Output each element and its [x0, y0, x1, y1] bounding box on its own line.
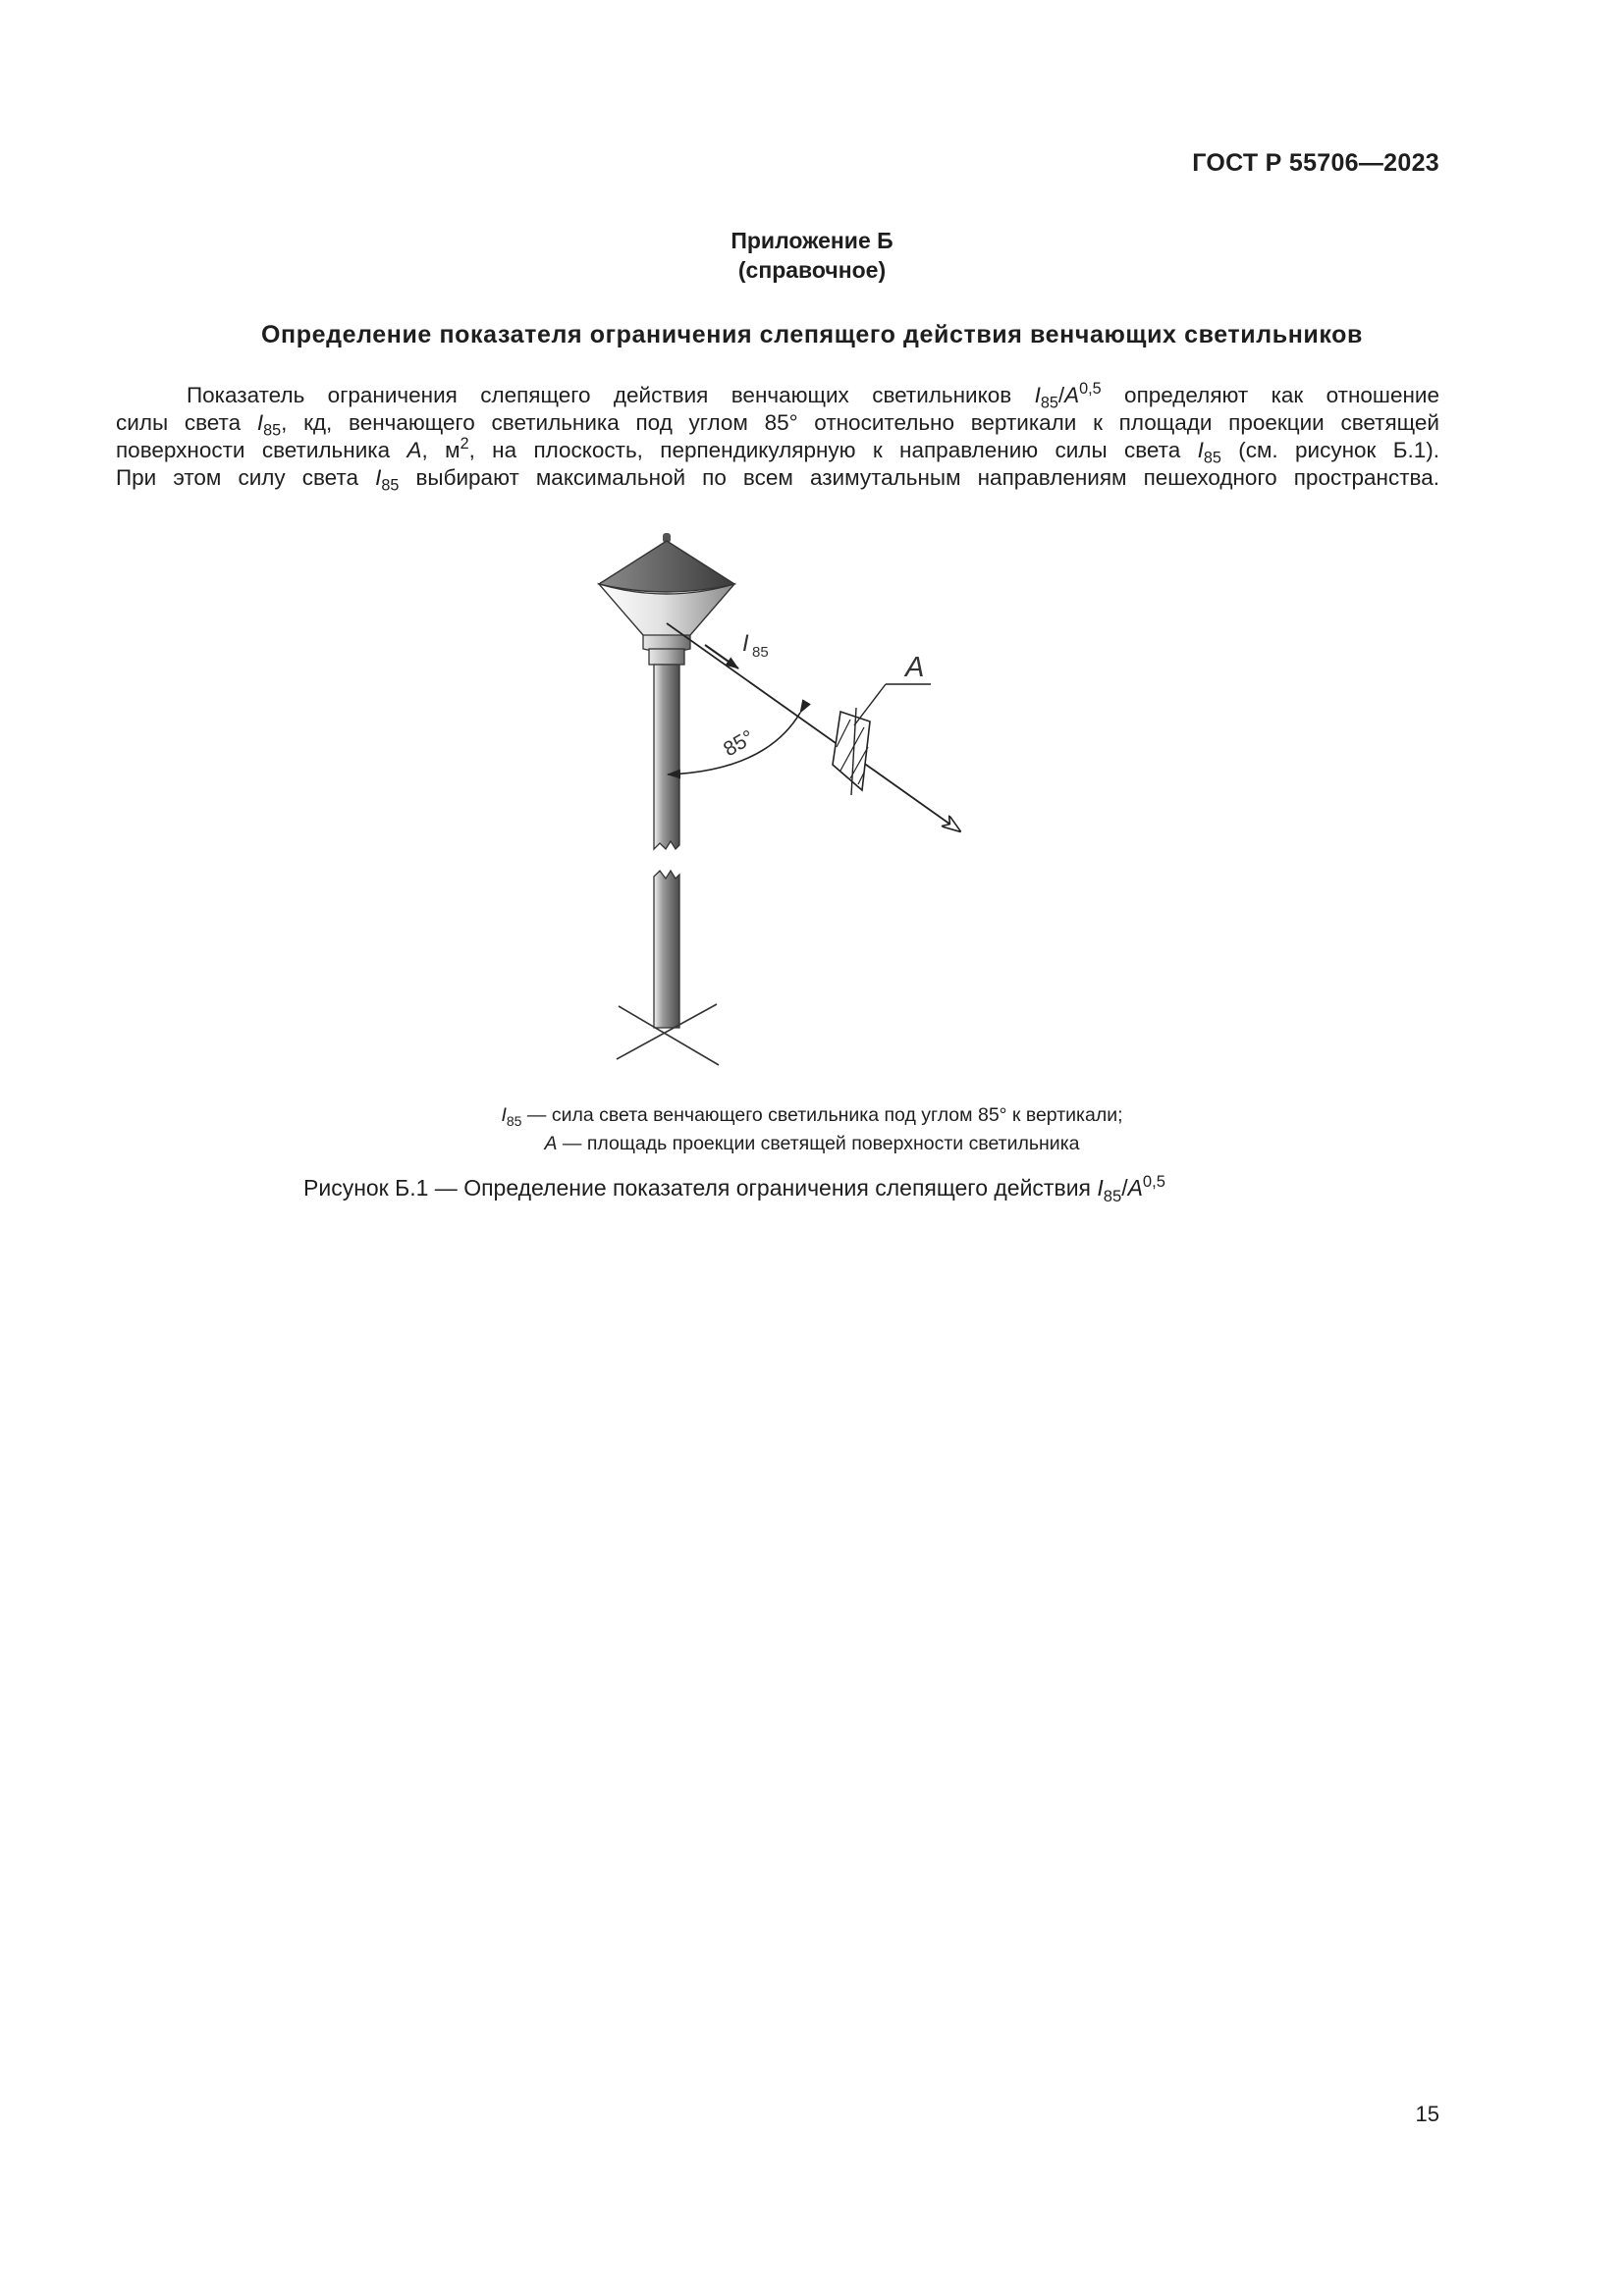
- appendix-title: Приложение Б: [731, 228, 893, 253]
- subscript-85: 85: [381, 476, 400, 495]
- text-run: — сила света венчающего светильника под углом 85° к вертикали;: [521, 1104, 1123, 1126]
- subscript-85: 85: [1040, 394, 1058, 412]
- label-i-subscript: 85: [752, 644, 769, 661]
- luminaire-head: [599, 533, 734, 652]
- text-run: — площадь проекции светящей поверхности светильника: [557, 1133, 1080, 1154]
- lamp-pole: [617, 649, 719, 1065]
- text-run: силы света: [116, 410, 257, 435]
- symbol-a: A: [1064, 383, 1080, 407]
- slash: /: [1121, 1175, 1128, 1201]
- pole-sleeve: [649, 649, 684, 665]
- superscript-2: 2: [460, 435, 469, 454]
- paragraph-line-4: [116, 464, 1439, 495]
- text-run: При этом силу света: [116, 465, 376, 490]
- superscript-0-5: 0,5: [1079, 380, 1102, 399]
- paragraph-line-3: [116, 435, 1440, 467]
- text-run: , кд, венчающего светильника под углом 85° относительно вертикали к площади проекции светящей: [281, 410, 1440, 435]
- vector-direction-marker: [705, 645, 738, 668]
- page-number: 15: [1415, 2102, 1439, 2126]
- text-run: , на плоскость, перпендикулярную к направлению силы света: [468, 438, 1198, 462]
- text-run: поверхности светильника: [116, 438, 407, 462]
- section-heading: Определение показателя ограничения слепящего действия венчающих светильников: [261, 321, 1363, 348]
- label-i: I: [742, 630, 749, 657]
- legend-line-2: [0, 1133, 1624, 1155]
- paragraph-line-1: [116, 380, 1439, 412]
- text-run: Показатель ограничения слепящего действия венчающих светильников: [187, 383, 1035, 407]
- luminaire-cap: [599, 541, 734, 592]
- legend-line-1: [0, 1104, 1624, 1127]
- text-run: выбирают максимальной по всем азимутальным направлениям пешеходного пространства.: [399, 465, 1439, 490]
- subscript-85: 85: [1203, 449, 1221, 467]
- text-run: определяют как отношение: [1101, 383, 1439, 407]
- label-a: A: [905, 652, 925, 683]
- area-leader-line: [854, 684, 886, 725]
- label-i85: [742, 630, 769, 661]
- document-code: ГОСТ Р 55706—2023: [1192, 149, 1439, 177]
- text-run: Рисунок Б.1 — Определение показателя ограничения слепящего действия: [303, 1175, 1098, 1201]
- superscript-0-5: 0,5: [1142, 1171, 1165, 1191]
- symbol-a: A: [406, 438, 422, 462]
- symbol-i: I: [1097, 1175, 1104, 1201]
- figure-luminaire-diagram: [569, 525, 982, 1075]
- slash: /: [1057, 383, 1065, 407]
- symbol-a: A: [544, 1133, 558, 1154]
- pole-lower: [654, 871, 679, 1028]
- subscript-85: 85: [263, 421, 282, 440]
- appendix-status: (справочное): [737, 257, 887, 283]
- figure-caption: [303, 1171, 1165, 1205]
- angle-label: 85°: [720, 725, 759, 762]
- subscript-85: 85: [1103, 1186, 1122, 1205]
- symbol-i: I: [501, 1104, 507, 1126]
- pole-upper: [654, 665, 679, 849]
- symbol-i: I: [1197, 438, 1204, 462]
- symbol-i: I: [1034, 383, 1041, 407]
- text-run: , м: [421, 438, 460, 462]
- paragraph-line-2: [116, 409, 1440, 440]
- body-paragraph: [116, 380, 1440, 495]
- subscript-85: 85: [506, 1112, 522, 1129]
- symbol-a: A: [1127, 1175, 1143, 1201]
- symbol-i: I: [256, 410, 264, 435]
- projection-area: [833, 652, 931, 795]
- text-run: (см. рисунок Б.1).: [1220, 438, 1440, 462]
- symbol-i: I: [375, 465, 382, 490]
